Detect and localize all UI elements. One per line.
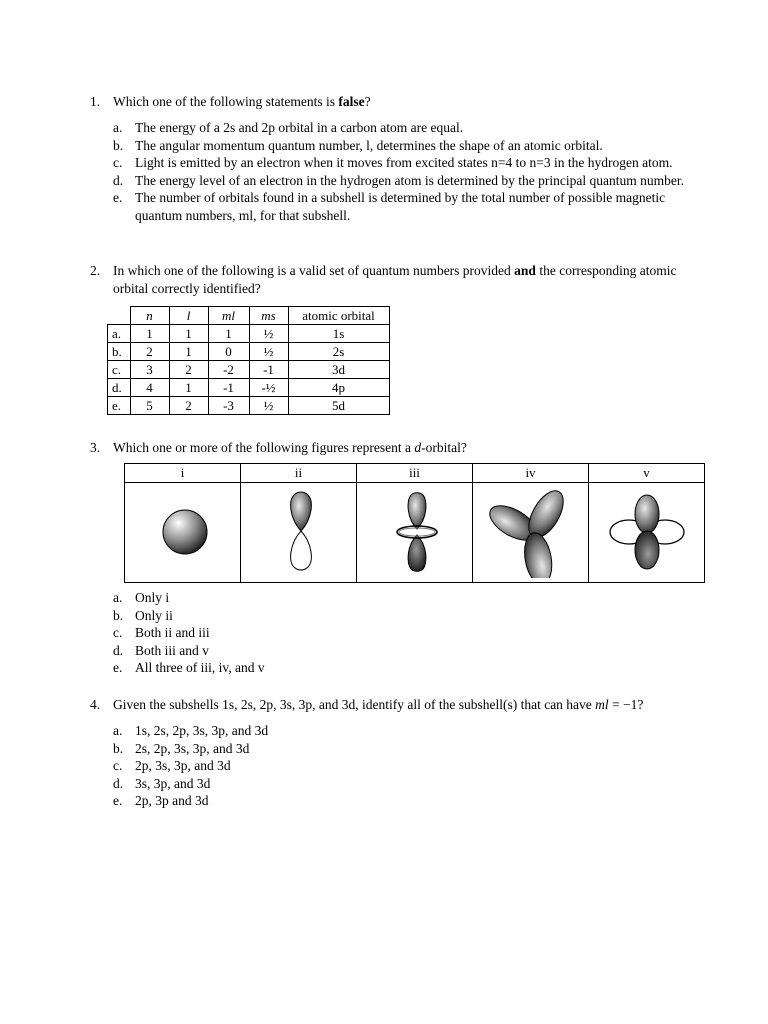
option-a[interactable]: a. The energy of a 2s and 2p orbital in a carbon atom are equal. — [113, 120, 464, 135]
question-number: 4. — [90, 697, 101, 712]
header-ms: ms — [249, 307, 288, 325]
table-row: d. 4 1 -1 -½ 4p — [108, 379, 390, 397]
option-e[interactable]: e. 2p, 3p and 3d — [113, 793, 209, 808]
option-e[interactable]: e. All three of iii, iv, and v — [113, 660, 265, 675]
question-1-options — [113, 119, 745, 224]
header-n: n — [130, 307, 169, 325]
option-c[interactable]: c. 2p, 3s, 3p, and 3d — [113, 758, 231, 773]
table-row: b. 2 1 0 ½ 2s — [108, 343, 390, 361]
dz2-orbital-figure — [360, 483, 470, 578]
option-b[interactable]: b. The angular momentum quantum number, l, determines the shape of an atomic orbital. — [113, 137, 603, 153]
option-a[interactable]: a. Only i — [113, 590, 170, 605]
figure-label-v: v — [589, 464, 705, 483]
quantum-numbers-table — [107, 306, 390, 415]
question-3-options — [113, 589, 745, 677]
option-d[interactable]: d. Both iii and v — [113, 642, 209, 658]
table-row: a. 1 1 1 ½ 1s — [108, 325, 390, 343]
question-number: 2. — [90, 263, 101, 278]
header-ml: ml — [208, 307, 249, 325]
question-text: Given the subshells 1s, 2s, 2p, 3s, 3p, and 3d, identify all of the subshell(s) that can have ml = −1? — [113, 697, 644, 712]
option-e[interactable]: e. The number of orbitals found in a subshell is determined by the total number of possible magnetic quantum numbers, ml, for that subshell. — [113, 190, 666, 223]
option-b[interactable]: b. 2s, 2p, 3s, 3p, and 3d — [113, 740, 250, 756]
option-d[interactable]: d. The energy level of an electron in the hydrogen atom is determined by the principal quantum number. — [113, 172, 684, 188]
question-text: Which one of the following statements is false? — [113, 94, 371, 109]
question-number: 3. — [90, 440, 101, 455]
table-row: e. 5 2 -3 ½ 5d — [108, 397, 390, 415]
table-row: c. 3 2 -2 -1 3d — [108, 361, 390, 379]
header-atomic-orbital: atomic orbital — [288, 307, 389, 325]
orbital-figures-table — [124, 463, 705, 583]
figure-label-i: i — [125, 464, 241, 483]
p-orbital-figure — [244, 483, 354, 578]
question-text: In which one of the following is a valid set of quantum numbers provided and the corresponding atomic orbital correctly identified? — [113, 263, 677, 296]
figure-label-ii: ii — [241, 464, 357, 483]
figure-label-iv: iv — [473, 464, 589, 483]
option-c[interactable]: c. Light is emitted by an electron when it moves from excited states n=4 to n=3 in the hydrogen atom. — [113, 155, 673, 170]
figure-image-row — [125, 483, 705, 583]
d-orbital-figure-iv — [476, 483, 586, 578]
option-a[interactable]: a. 1s, 2s, 2p, 3s, 3p, and 3d — [113, 723, 269, 738]
question-text: Which one or more of the following figures represent a d-orbital? — [113, 440, 467, 455]
option-d[interactable]: d. 3s, 3p, and 3d — [113, 775, 211, 791]
question-number: 1. — [90, 94, 101, 109]
figure-label-iii: iii — [357, 464, 473, 483]
d-orbital-figure-v — [592, 483, 702, 578]
s-orbital-figure — [128, 483, 238, 578]
table-header-row — [108, 307, 390, 325]
option-b[interactable]: b. Only ii — [113, 607, 173, 623]
figure-label-row — [125, 464, 705, 483]
option-c[interactable]: c. Both ii and iii — [113, 625, 210, 640]
question-4-options — [113, 722, 745, 810]
header-l: l — [169, 307, 208, 325]
